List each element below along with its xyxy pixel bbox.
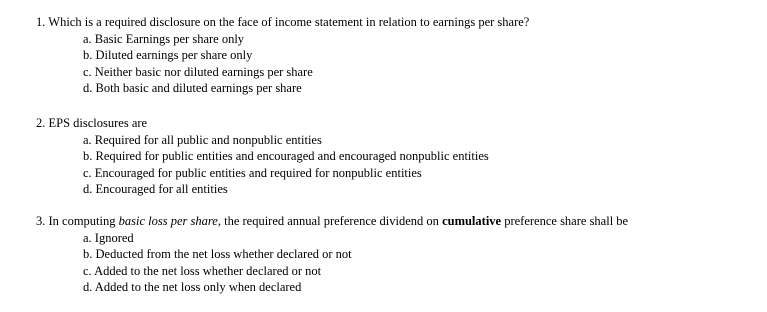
question-2-option-a: a. Required for all public and nonpublic entities: [83, 132, 322, 147]
question-3-option-b: b. Deducted from the net loss whether declared or not: [83, 247, 352, 261]
question-3-stem-bold: cumulative: [442, 214, 502, 228]
question-3-options: [36, 230, 628, 296]
question-3-stem-post: preference share shall be: [501, 214, 629, 228]
question-2-option-b: b. Required for public entities and encouraged and encouraged nonpublic entities: [83, 149, 489, 163]
question-3-stem-pre: 3. In computing: [36, 214, 119, 228]
question-3-stem: [36, 213, 628, 230]
question-2-options: [36, 132, 489, 198]
question-3-option-a: a. Ignored: [83, 230, 134, 245]
question-2: [36, 115, 489, 198]
question-3-stem-italic: basic loss per share,: [118, 214, 221, 228]
question-2-option-c: c. Encouraged for public entities and required for nonpublic entities: [83, 165, 422, 180]
question-1-options: [36, 31, 529, 97]
question-1-option-a: a. Basic Earnings per share only: [83, 31, 245, 46]
question-1-option-d: d. Both basic and diluted earnings per share: [83, 81, 302, 95]
question-3: [36, 213, 628, 296]
question-1-option-c: c. Neither basic nor diluted earnings per share: [83, 64, 313, 79]
question-1: [36, 14, 529, 97]
question-3-stem-mid: the required annual preference dividend on: [220, 214, 443, 228]
question-3-option-d: d. Added to the net loss only when declared: [83, 280, 302, 294]
question-2-option-d: d. Encouraged for all entities: [83, 182, 228, 196]
question-2-stem: 2. EPS disclosures are: [36, 116, 148, 130]
question-3-option-c: c. Added to the net loss whether declared or not: [83, 263, 322, 278]
question-1-option-b: b. Diluted earnings per share only: [83, 48, 253, 62]
question-1-stem: 1. Which is a required disclosure on the face of income statement in relation to earnings per share?: [36, 15, 530, 29]
